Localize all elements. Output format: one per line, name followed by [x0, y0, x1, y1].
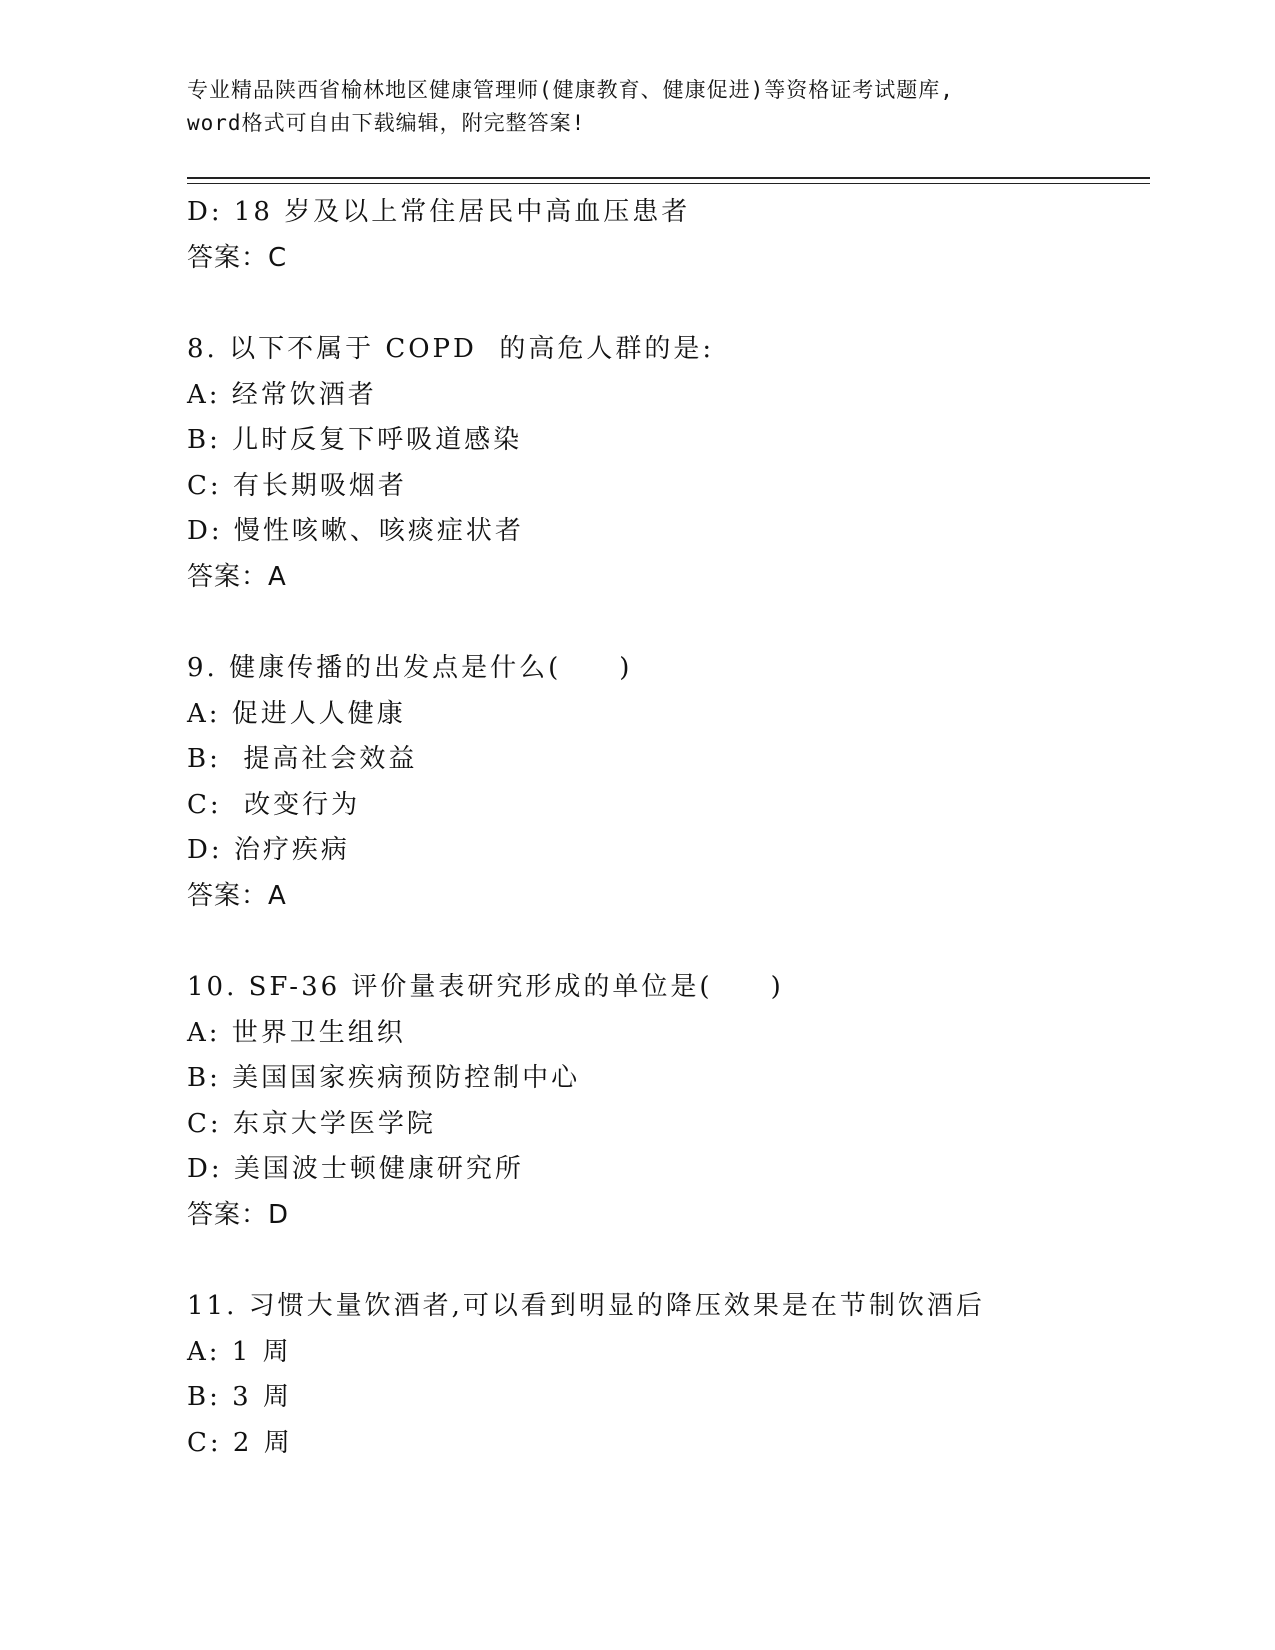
- option-c: C: 东京大学医学院: [187, 1108, 436, 1139]
- question-text: 10. SF-36 评价量表研究形成的单位是( ): [187, 972, 784, 1002]
- option-c: C: 2 周: [187, 1427, 293, 1458]
- header-line-1: 专业精品陕西省榆林地区健康管理师(健康教育、健康促进)等资格证考试题库,: [187, 78, 954, 102]
- option-d: D: 慢性咳嗽、咳痰症状者: [187, 516, 524, 546]
- header-divider-thin: [187, 183, 1150, 184]
- option-a: A: 1 周: [187, 1336, 292, 1367]
- option-b: B: 美国国家疾病预防控制中心: [187, 1063, 581, 1093]
- question-text: 11. 习惯大量饮酒者,可以看到明显的降压效果是在节制饮酒后: [187, 1291, 985, 1321]
- block-spacer: [187, 919, 1147, 965]
- question-text: 8. 以下不属于 COPD 的高危人群的是:: [187, 334, 715, 364]
- answer-line: 答案：A: [187, 880, 287, 911]
- option-d: D: 18 岁及以上常住居民中高血压患者: [187, 197, 691, 227]
- answer-line: 答案：A: [187, 561, 287, 592]
- question-block: [187, 190, 1147, 281]
- option-b: B: 3 周: [187, 1382, 292, 1412]
- block-spacer: [187, 1238, 1147, 1284]
- option-a: A: 世界卫生组织: [187, 1017, 406, 1048]
- answer-line: 答案：D: [187, 1199, 290, 1230]
- question-block: [187, 1284, 1147, 1466]
- block-spacer: [187, 600, 1147, 646]
- option-c: C: 有长期吸烟者: [187, 470, 407, 501]
- option-b: B: 提高社会效益: [187, 744, 418, 774]
- option-a: A: 促进人人健康: [187, 698, 406, 729]
- option-d: D: 美国波士顿健康研究所: [187, 1154, 524, 1184]
- option-c: C: 改变行为: [187, 789, 361, 820]
- header-line-2: word格式可自由下载编辑，附完整答案!: [187, 111, 586, 135]
- document-header: [187, 74, 1067, 140]
- option-b: B: 儿时反复下呼吸道感染: [187, 425, 523, 455]
- question-block: [187, 965, 1147, 1238]
- block-spacer: [187, 281, 1147, 327]
- header-divider-thick: [187, 177, 1150, 179]
- question-text: 9. 健康传播的出发点是什么( ): [187, 653, 633, 683]
- question-block: [187, 327, 1147, 600]
- option-d: D: 治疗疾病: [187, 835, 350, 865]
- question-block: [187, 646, 1147, 919]
- answer-line: 答案：C: [187, 242, 288, 273]
- option-a: A: 经常饮酒者: [187, 379, 377, 410]
- question-list: [187, 190, 1147, 1466]
